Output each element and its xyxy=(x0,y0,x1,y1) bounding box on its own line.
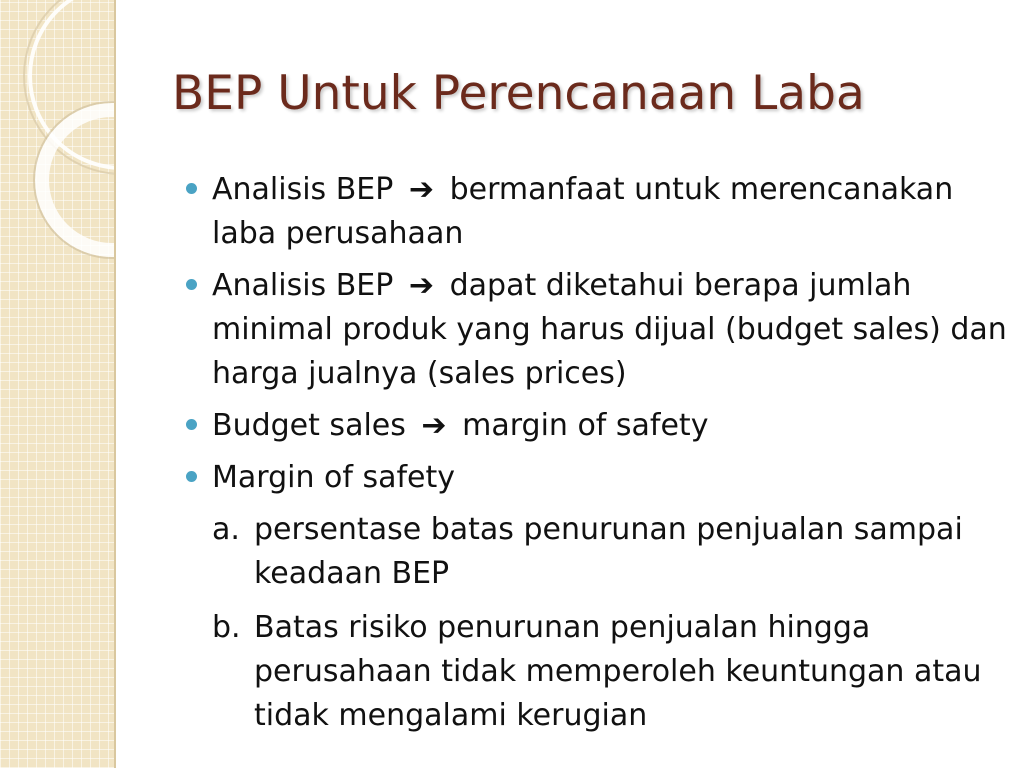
bullet-text: bermanfaat untuk merencanakan laba perusahaan xyxy=(212,172,954,251)
right-arrow-icon: ➔ xyxy=(421,408,447,443)
bullet-text: dapat diketahui berapa jumlah minimal produk yang harus dijual (budget sales) dan harga jualnya (sales prices) xyxy=(212,268,1007,391)
right-arrow-icon: ➔ xyxy=(408,172,435,207)
decorative-sidebar xyxy=(0,0,114,768)
sidebar-divider xyxy=(114,0,116,768)
right-arrow-icon: ➔ xyxy=(408,268,435,303)
bullet-item xyxy=(186,168,1016,256)
sub-list-item xyxy=(186,606,1016,738)
decorative-rings-graphic xyxy=(0,0,114,768)
bullet-dot-icon xyxy=(186,419,197,430)
slide-title: BEP Untuk Perencanaan Laba xyxy=(172,66,865,121)
bullet-dot-icon xyxy=(186,183,197,194)
bullet-lead-text: Analisis BEP xyxy=(212,172,394,207)
bullet-text: Margin of safety xyxy=(212,460,456,495)
bullet-dot-icon xyxy=(186,279,197,290)
bullet-item xyxy=(186,404,1016,448)
sub-item-text: Batas risiko penurunan penjualan hingga perusahaan tidak memperoleh keuntungan atau tidak mengalami kerugian xyxy=(254,610,982,733)
slide-content xyxy=(186,168,1016,748)
bullet-item xyxy=(186,456,1016,500)
bullet-lead-text: Budget sales xyxy=(212,408,406,443)
bullet-text: margin of safety xyxy=(462,408,709,443)
bullet-item xyxy=(186,264,1016,396)
bullet-lead-text: Analisis BEP xyxy=(212,268,394,303)
sub-item-text: persentase batas penurunan penjualan sampai keadaan BEP xyxy=(254,512,963,591)
sub-item-marker: a. xyxy=(212,512,240,547)
bullet-dot-icon xyxy=(186,471,197,482)
sub-item-marker: b. xyxy=(212,610,241,645)
sub-list-item xyxy=(186,508,1016,596)
